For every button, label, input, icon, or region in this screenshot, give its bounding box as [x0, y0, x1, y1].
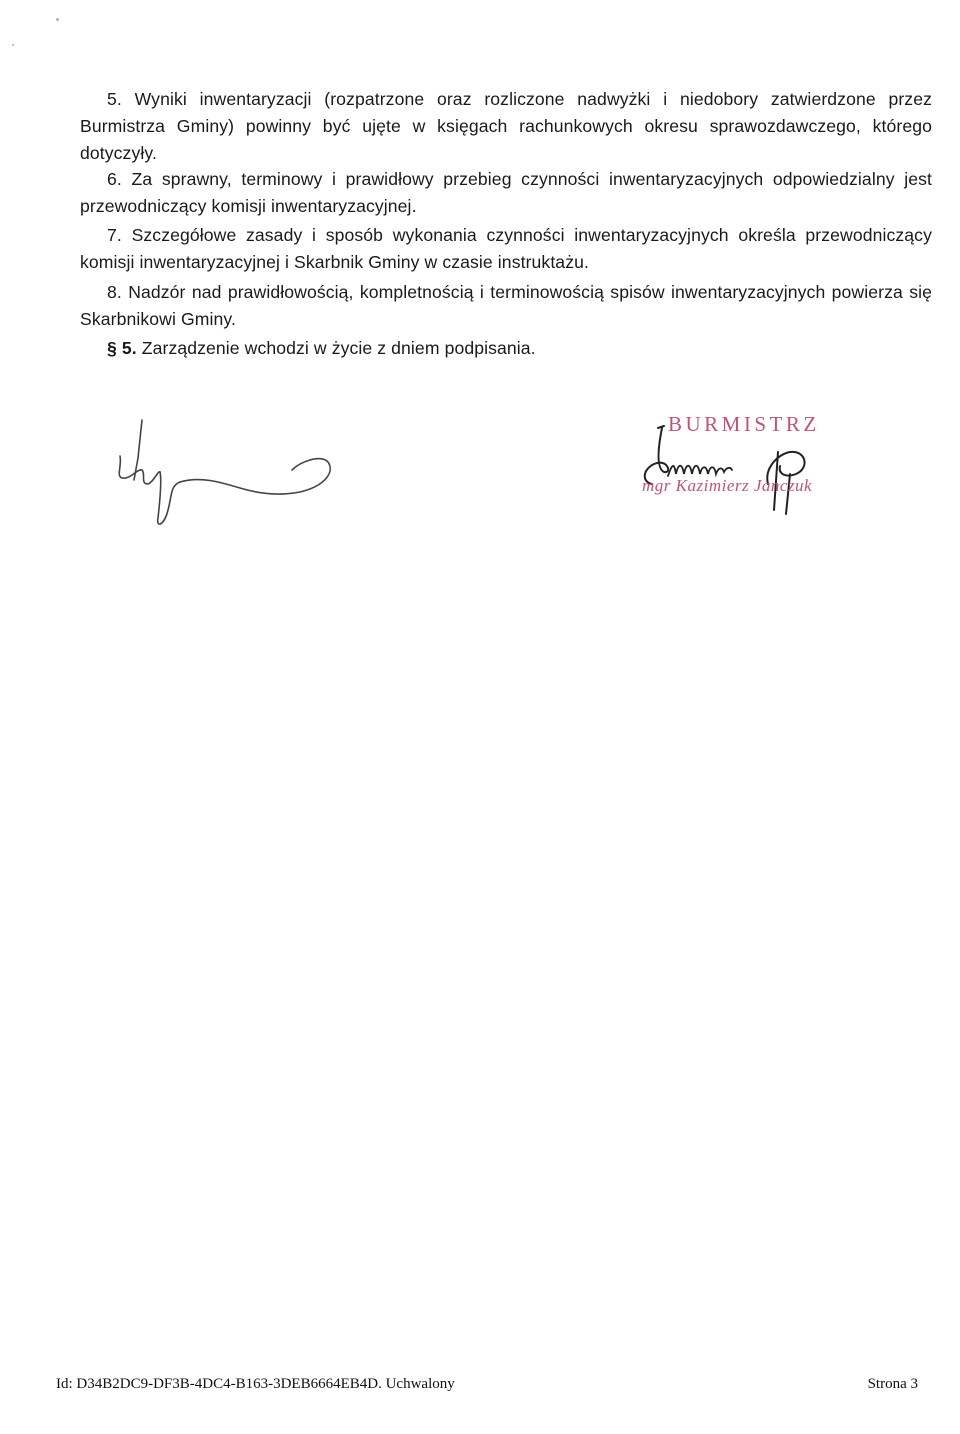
stamp-name: mgr Kazimierz Janczuk — [642, 476, 813, 495]
stamp-title: BURMISTRZ — [668, 412, 820, 436]
page-number: Strona 3 — [867, 1376, 918, 1392]
section-5 — [80, 335, 932, 362]
paragraph-number: 5. — [107, 89, 122, 109]
paragraph-text: Wyniki inwentaryzacji (rozpatrzone oraz rozliczone nadwyżki i niedobory zatwierdzone przez Burmistrza Gminy) powinny być ujęte w księgach rachunkowych okresu sprawozdawczego, którego dotyczyły. — [80, 89, 932, 163]
section-sign: § 5. — [107, 338, 137, 358]
scan-speck — [56, 18, 59, 21]
mayor-stamp — [628, 408, 868, 523]
paragraph-6 — [80, 166, 932, 220]
paragraph-number: 6. — [107, 169, 122, 189]
paragraph-number: 8. — [107, 282, 122, 302]
handwritten-signature-left — [110, 410, 350, 540]
paragraph-7 — [80, 222, 932, 276]
paragraph-8 — [80, 279, 932, 333]
paragraph-5 — [80, 86, 932, 167]
paragraph-text: Szczegółowe zasady i sposób wykonania czynności inwentaryzacyjnych określa przewodniczący komisji inwentaryzacyjnej i Skarbnik Gminy w czasie instruktażu. — [80, 225, 932, 272]
scan-speck — [12, 44, 14, 46]
paragraph-number: 7. — [107, 225, 122, 245]
paragraph-text: Nadzór nad prawidłowością, kompletnością i terminowością spisów inwentaryzacyjnych powierza się Skarbnikowi Gminy. — [80, 282, 932, 329]
document-id: Id: D34B2DC9-DF3B-4DC4-B163-3DEB6664EB4D. Uchwalony — [56, 1376, 455, 1392]
paragraph-text: Za sprawny, terminowy i prawidłowy przebieg czynności inwentaryzacyjnych odpowiedzialny jest przewodniczący komisji inwentaryzacyjnej. — [80, 169, 932, 216]
section-text: Zarządzenie wchodzi w życie z dniem podpisania. — [141, 338, 536, 358]
